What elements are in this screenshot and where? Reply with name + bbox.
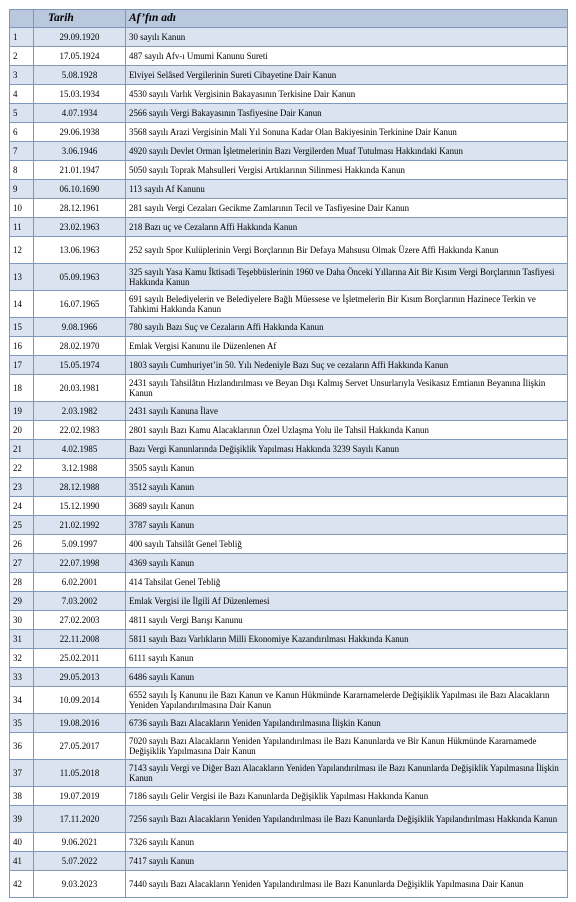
row-number-cell: 9 [10,180,34,199]
row-date-cell: 29.09.1920 [34,28,126,47]
row-number-cell: 24 [10,497,34,516]
row-name-cell: 7143 sayılı Vergi ve Diğer Bazı Alacakların Yeniden Yapılandırılması ile Bazı Kanunlarda Değişiklik Yapılmasına İlişkin Kanun [126,760,568,787]
row-number-cell: 26 [10,535,34,554]
row-number-cell: 40 [10,833,34,852]
table-row [10,161,568,180]
row-number-cell: 32 [10,649,34,668]
row-number-cell: 6 [10,123,34,142]
table-row [10,123,568,142]
row-number-cell: 17 [10,356,34,375]
table-row [10,687,568,714]
row-name-cell: 6552 sayılı İş Kanunu ile Bazı Kanun ve Kanun Hükmünde Kararnamelerde Değişiklik Yapılması ile Bazı Alacakların Yeniden Yapılandırılmasına Dair Kanun [126,687,568,714]
table-row [10,649,568,668]
row-date-cell: 11.05.2018 [34,760,126,787]
row-date-cell: 15.03.1934 [34,85,126,104]
row-number-cell: 42 [10,871,34,898]
table-row [10,180,568,199]
row-date-cell: 21.02.1992 [34,516,126,535]
row-number-cell: 15 [10,318,34,337]
row-name-cell: 4369 sayılı Kanun [126,554,568,573]
row-number-cell: 41 [10,852,34,871]
row-number-cell: 19 [10,402,34,421]
row-name-cell: 4530 sayılı Varlık Vergisinin Bakayasının Terkisine Dair Kanun [126,85,568,104]
row-number-cell: 30 [10,611,34,630]
row-date-cell: 23.02.1963 [34,218,126,237]
row-name-cell: 780 sayılı Bazı Suç ve Cezaların Affi Hakkında Kanun [126,318,568,337]
row-name-cell: 325 sayılı Yasa Kamu İktisadi Teşebbüslerinin 1960 ve Daha Önceki Yıllarına Ait Bir Kısım Vergi Borçlarının Tasfiyesi Hakkında Kanun [126,264,568,291]
table-row [10,806,568,833]
table-row [10,104,568,123]
row-name-cell: 7326 sayılı Kanun [126,833,568,852]
table-row [10,291,568,318]
row-name-cell: 4811 sayılı Vergi Barışı Kanunu [126,611,568,630]
row-name-cell: 1803 sayılı Cumhuriyet’in 50. Yılı Nedeniyle Bazı Suç ve cezaların Affi Hakkında Kanun [126,356,568,375]
row-number-cell: 37 [10,760,34,787]
row-name-cell: 30 sayılı Kanun [126,28,568,47]
row-name-cell: Emlak Vergisi ile İlgili Af Düzenlemesi [126,592,568,611]
table-row [10,497,568,516]
row-number-cell: 5 [10,104,34,123]
table-row [10,402,568,421]
row-number-cell: 12 [10,237,34,264]
row-number-cell: 4 [10,85,34,104]
row-date-cell: 9.08.1966 [34,318,126,337]
row-date-cell: 13.06.1963 [34,237,126,264]
row-number-cell: 16 [10,337,34,356]
row-number-cell: 7 [10,142,34,161]
table-row [10,668,568,687]
row-date-cell: 2.03.1982 [34,402,126,421]
row-number-cell: 3 [10,66,34,85]
table-row [10,592,568,611]
row-date-cell: 15.12.1990 [34,497,126,516]
row-name-cell: 2431 sayılı Tahsilâtın Hızlandırılması ve Beyan Dışı Kalmış Servet Unsurlarıyla Vesikasız Emtianın Beyanına İlişkin Kanun [126,375,568,402]
table-row [10,142,568,161]
table-row [10,573,568,592]
table-row [10,760,568,787]
row-date-cell: 15.05.1974 [34,356,126,375]
row-date-cell: 22.02.1983 [34,421,126,440]
row-name-cell: 3689 sayılı Kanun [126,497,568,516]
row-date-cell: 5.08.1928 [34,66,126,85]
row-name-cell: 3787 sayılı Kanun [126,516,568,535]
row-name-cell: 414 Tahsilat Genel Tebliğ [126,573,568,592]
table-row [10,787,568,806]
row-date-cell: 28.12.1961 [34,199,126,218]
row-name-cell: 2431 sayılı Kanuna İlave [126,402,568,421]
row-date-cell: 5.07.2022 [34,852,126,871]
row-date-cell: 17.11.2020 [34,806,126,833]
table-row [10,459,568,478]
row-name-cell: 2801 sayılı Bazı Kamu Alacaklarının Özel Uzlaşma Yolu ile Tahsil Hakkında Kanun [126,421,568,440]
row-name-cell: 7256 sayılı Bazı Alacakların Yeniden Yapılandırılması ile Bazı Kanunlarda Değişiklik Yapılandırılması Hakkında Kanun [126,806,568,833]
row-number-cell: 34 [10,687,34,714]
row-date-cell: 10.09.2014 [34,687,126,714]
row-number-cell: 14 [10,291,34,318]
row-name-cell: 2566 sayılı Vergi Bakayasının Tasfiyesine Dair Kanun [126,104,568,123]
row-date-cell: 16.07.1965 [34,291,126,318]
row-date-cell: 20.03.1981 [34,375,126,402]
row-date-cell: 17.05.1924 [34,47,126,66]
row-name-cell: 5050 sayılı Toprak Mahsulleri Vergisi Artıklarının Silinmesi Hakkında Kanun [126,161,568,180]
row-date-cell: 29.05.2013 [34,668,126,687]
table-row [10,852,568,871]
row-date-cell: 29.06.1938 [34,123,126,142]
table-row [10,733,568,760]
table-row [10,264,568,291]
header-name: Af’fın adı [126,10,568,28]
row-number-cell: 2 [10,47,34,66]
row-date-cell: 3.12.1988 [34,459,126,478]
table-row [10,833,568,852]
table-row [10,421,568,440]
row-name-cell: 3512 sayılı Kanun [126,478,568,497]
row-number-cell: 36 [10,733,34,760]
row-date-cell: 5.09.1997 [34,535,126,554]
row-name-cell: 281 sayılı Vergi Cezaları Gecikme Zamlarının Tecil ve Tasfiyesine Dair Kanun [126,199,568,218]
table-body [10,28,568,898]
row-date-cell: 9.06.2021 [34,833,126,852]
table-row [10,535,568,554]
table-row [10,714,568,733]
row-name-cell: 218 Bazı uç ve Cezaların Affi Hakkında Kanun [126,218,568,237]
table-row [10,199,568,218]
row-date-cell: 22.11.2008 [34,630,126,649]
row-date-cell: 19.08.2016 [34,714,126,733]
row-date-cell: 6.02.2001 [34,573,126,592]
row-name-cell: 3505 sayılı Kanun [126,459,568,478]
row-number-cell: 20 [10,421,34,440]
row-number-cell: 21 [10,440,34,459]
row-name-cell: Emlak Vergisi Kanunu ile Düzenlenen Af [126,337,568,356]
row-number-cell: 1 [10,28,34,47]
table-row [10,630,568,649]
row-date-cell: 25.02.2011 [34,649,126,668]
row-number-cell: 35 [10,714,34,733]
table-row [10,218,568,237]
row-number-cell: 28 [10,573,34,592]
amnesty-table-container [9,9,567,898]
row-name-cell: 6736 sayılı Bazı Alacakların Yeniden Yapılandırılmasına İlişkin Kanun [126,714,568,733]
table-row [10,318,568,337]
table-row [10,237,568,264]
row-name-cell: 7417 sayılı Kanun [126,852,568,871]
row-date-cell: 7.03.2002 [34,592,126,611]
row-name-cell: 487 sayılı Afv-ı Umumi Kanunu Sureti [126,47,568,66]
table-row [10,47,568,66]
header-no [10,10,34,28]
table-row [10,28,568,47]
row-name-cell: 6486 sayılı Kanun [126,668,568,687]
table-row [10,337,568,356]
row-name-cell: 7440 sayılı Bazı Alacakların Yeniden Yapılandırılması ile Bazı Kanunlarda Değişiklik Yapılmasına Dair Kanun [126,871,568,898]
row-number-cell: 29 [10,592,34,611]
row-number-cell: 39 [10,806,34,833]
row-name-cell: 6111 sayılı Kanun [126,649,568,668]
table-row [10,554,568,573]
table-row [10,516,568,535]
row-number-cell: 25 [10,516,34,535]
row-name-cell: 113 sayılı Af Kanunu [126,180,568,199]
row-number-cell: 23 [10,478,34,497]
row-number-cell: 10 [10,199,34,218]
table-row [10,85,568,104]
row-number-cell: 38 [10,787,34,806]
table-row [10,871,568,898]
table-header-row [10,10,568,28]
row-date-cell: 27.02.2003 [34,611,126,630]
table-row [10,611,568,630]
row-number-cell: 11 [10,218,34,237]
row-date-cell: 22.07.1998 [34,554,126,573]
row-name-cell: Elviyei Selâsed Vergilerinin Sureti Cibayetine Dair Kanun [126,66,568,85]
row-date-cell: 4.07.1934 [34,104,126,123]
row-date-cell: 4.02.1985 [34,440,126,459]
row-name-cell: 252 sayılı Spor Kulüplerinin Vergi Borçlarının Bir Defaya Mahsusu Olmak Üzere Affi Hakkında Kanun [126,237,568,264]
row-date-cell: 21.01.1947 [34,161,126,180]
row-name-cell: 3568 sayılı Arazi Vergisinin Mali Yıl Sonuna Kadar Olan Bakiyesinin Terkinine Dair Kanun [126,123,568,142]
row-name-cell: 5811 sayılı Bazı Varlıkların Milli Ekonomiye Kazandırılması Hakkında Kanun [126,630,568,649]
row-number-cell: 22 [10,459,34,478]
table-row [10,66,568,85]
row-date-cell: 27.05.2017 [34,733,126,760]
amnesty-table [9,9,568,898]
table-row [10,440,568,459]
row-date-cell: 9.03.2023 [34,871,126,898]
header-date: Tarih [34,10,126,28]
row-date-cell: 28.12.1988 [34,478,126,497]
row-number-cell: 13 [10,264,34,291]
row-date-cell: 19.07.2019 [34,787,126,806]
table-row [10,478,568,497]
table-row [10,375,568,402]
row-name-cell: 691 sayılı Belediyelerin ve Belediyelere Bağlı Müessese ve İşletmelerin Bir Kısım Borçlarının Hazinece Terkin ve Tahkimi Hakkında Kanun [126,291,568,318]
row-number-cell: 31 [10,630,34,649]
row-name-cell: 400 sayılı Tahsilât Genel Tebliğ [126,535,568,554]
row-name-cell: 7186 sayılı Gelir Vergisi ile Bazı Kanunlarda Değişiklik Yapılması Hakkında Kanun [126,787,568,806]
row-date-cell: 06.10.1690 [34,180,126,199]
row-date-cell: 3.06.1946 [34,142,126,161]
row-name-cell: Bazı Vergi Kanunlarında Değişiklik Yapılması Hakkında 3239 Sayılı Kanun [126,440,568,459]
row-number-cell: 18 [10,375,34,402]
table-row [10,356,568,375]
row-date-cell: 05.09.1963 [34,264,126,291]
row-date-cell: 28.02.1970 [34,337,126,356]
row-number-cell: 27 [10,554,34,573]
row-name-cell: 4920 sayılı Devlet Orman İşletmelerinin Bazı Vergilerden Muaf Tutulması Hakkındaki Kanun [126,142,568,161]
row-number-cell: 33 [10,668,34,687]
row-name-cell: 7020 sayılı Bazı Alacakların Yeniden Yapılandırılması ile Bazı Kanunlarda ve Bir Kanun Hükmünde Kararnamede Değişiklik Yapılmasına Dair Kanun [126,733,568,760]
row-number-cell: 8 [10,161,34,180]
